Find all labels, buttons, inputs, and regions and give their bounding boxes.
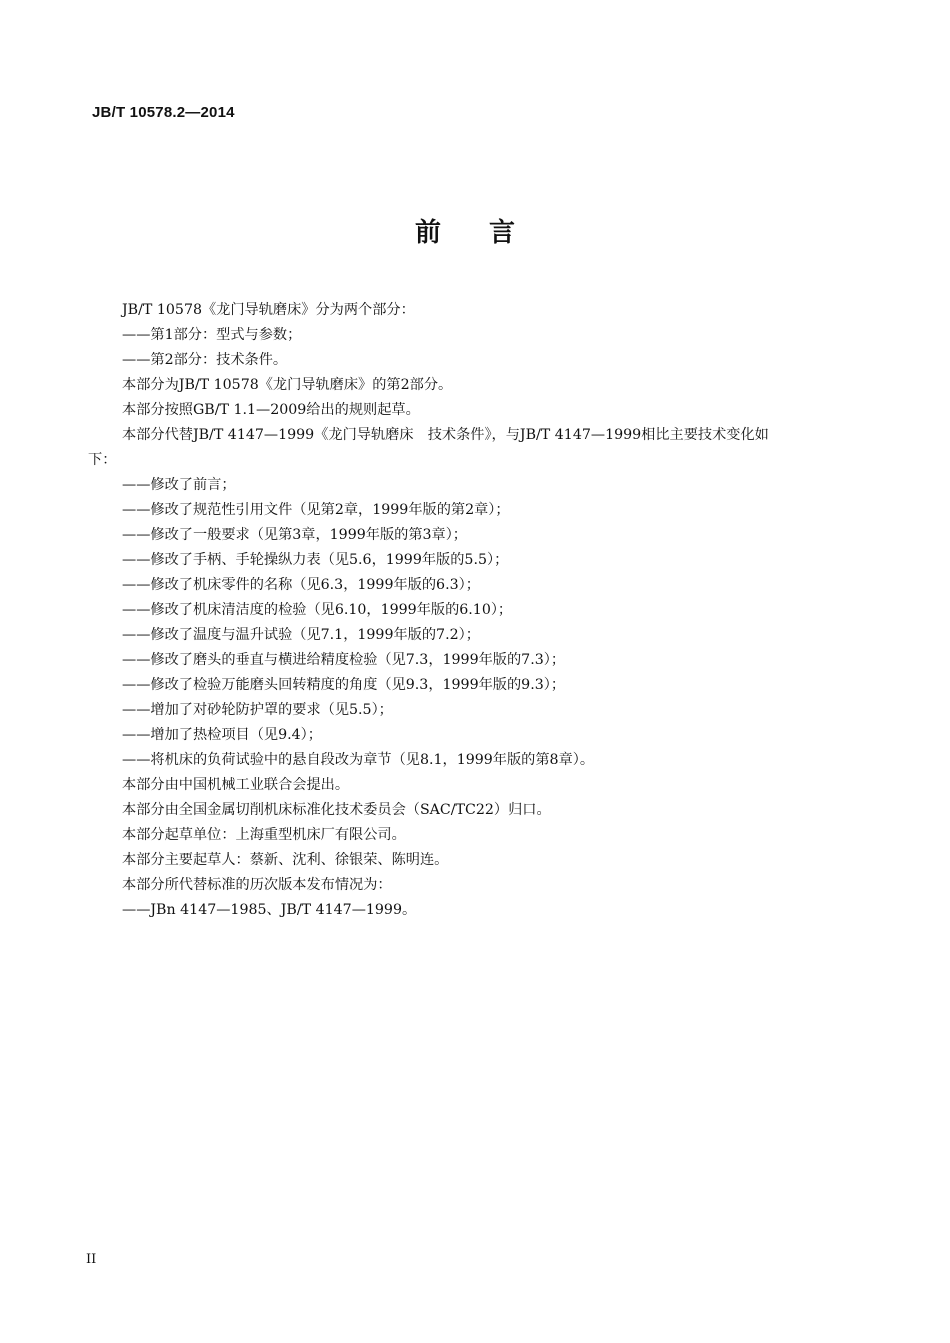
change-item: ——修改了磨头的垂直与横进给精度检验（见7.3，1999年版的7.3）；	[122, 652, 566, 668]
paragraph-history-intro: 本部分所代替标准的历次版本发布情况为：	[122, 877, 392, 893]
paragraph-drafting-rules: 本部分按照GB/T 1.1—2009给出的规则起草。	[122, 402, 420, 418]
change-item: ——修改了检验万能磨头回转精度的角度（见9.3，1999年版的9.3）；	[122, 677, 566, 693]
change-item: ——修改了机床清洁度的检验（见6.10，1999年版的6.10）；	[122, 602, 513, 618]
foreword-body	[88, 298, 848, 923]
change-item: ——修改了一般要求（见第3章，1999年版的第3章）；	[122, 527, 467, 543]
list-item-history: ——JBn 4147—1985、JB/T 4147—1999。	[122, 902, 417, 918]
paragraph-proposer: 本部分由中国机械工业联合会提出。	[122, 777, 350, 793]
list-item-part2: ——第2部分：技术条件。	[122, 352, 288, 368]
change-item: ——修改了手柄、手轮操纵力表（见5.6，1999年版的5.5）；	[122, 552, 509, 568]
paragraph-replaces-line2: 下：	[88, 452, 117, 468]
list-item-part1: ——第1部分：型式与参数；	[122, 327, 302, 343]
change-item: ——将机床的负荷试验中的悬自段改为章节（见8.1，1999年版的第8章）。	[122, 752, 595, 768]
change-item: ——修改了规范性引用文件（见第2章，1999年版的第2章）；	[122, 502, 510, 518]
change-item: ——增加了热检项目（见9.4）；	[122, 727, 322, 743]
change-item: ——增加了对砂轮防护罩的要求（见5.5）；	[122, 702, 393, 718]
change-item: ——修改了前言；	[122, 477, 236, 493]
paragraph-this-part: 本部分为JB/T 10578《龙门导轨磨床》的第2部分。	[122, 377, 453, 393]
paragraph-drafters: 本部分主要起草人：蔡新、沈利、徐银荣、陈明连。	[122, 852, 449, 868]
paragraph-replaces-line1: 本部分代替JB/T 4147—1999《龙门导轨磨床 技术条件》，与JB/T 4147—1999相比主要技术变化如	[122, 427, 769, 443]
paragraph-committee: 本部分由全国金属切削机床标准化技术委员会（SAC/TC22）归口。	[122, 802, 551, 818]
page-number: II	[86, 1252, 97, 1267]
change-item: ——修改了温度与温升试验（见7.1，1999年版的7.2）；	[122, 627, 480, 643]
page-title: 前言	[414, 218, 563, 248]
paragraph-drafting-unit: 本部分起草单位：上海重型机床厂有限公司。	[122, 827, 406, 843]
paragraph-parts-intro: JB/T 10578《龙门导轨磨床》分为两个部分：	[122, 302, 415, 318]
standard-code-header: JB/T 10578.2—2014	[92, 104, 235, 121]
change-item: ——修改了机床零件的名称（见6.3，1999年版的6.3）；	[122, 577, 480, 593]
